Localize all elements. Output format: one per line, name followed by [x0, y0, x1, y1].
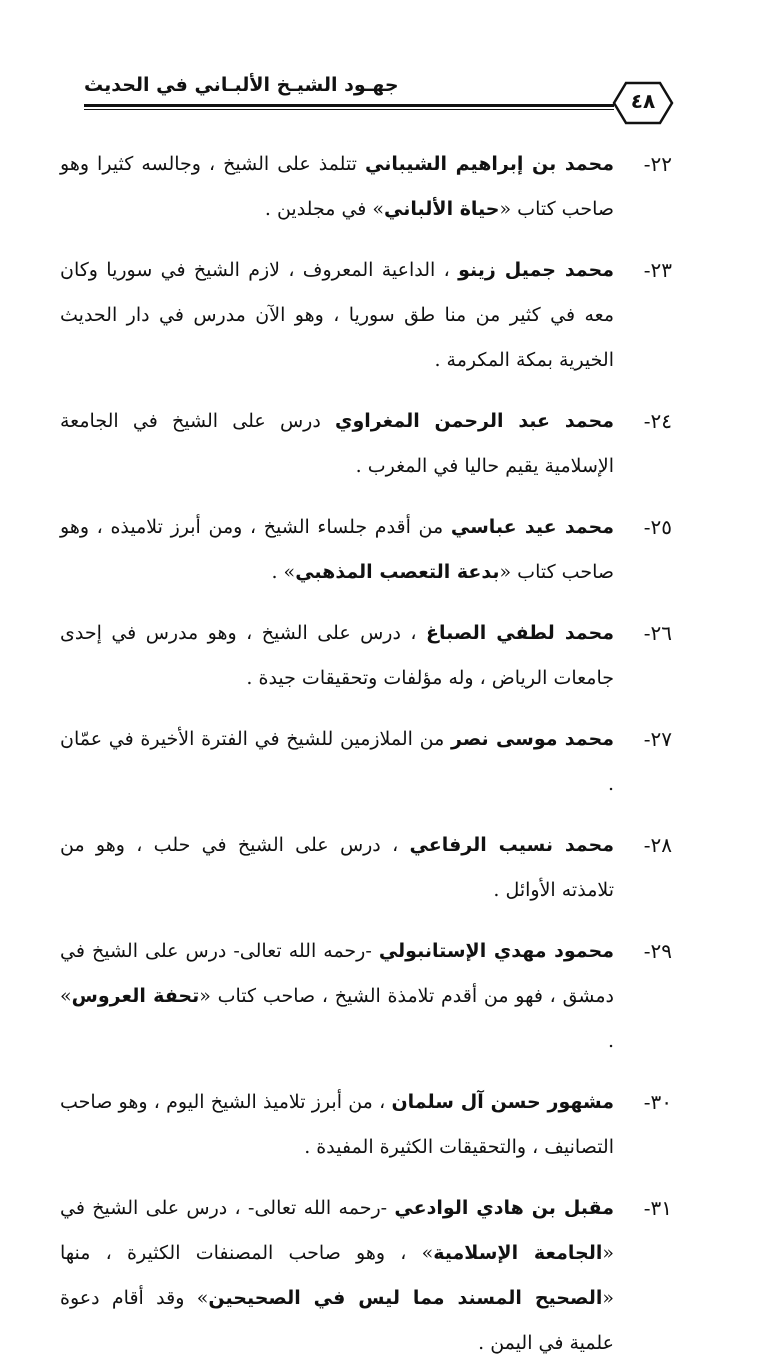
page-number-badge: [612, 80, 674, 126]
entry-number: ٣١-: [643, 1196, 672, 1220]
entry-number: ٢٦-: [643, 621, 672, 645]
entry-description: » .: [271, 561, 296, 583]
entry-name: حياة الألباني: [384, 198, 500, 220]
entry-description: تتلمذ على الشيخ ، وجالسه كثيرا وهو صاحب كتاب «: [60, 153, 614, 220]
entry-number: ٢٢-: [643, 152, 672, 176]
entry-name: محمد عبد الرحمن المغراوي: [335, 410, 615, 432]
entry-name: محمود مهدي الإستانبولي: [378, 940, 614, 962]
entry-description: ، الداعية المعروف ، لازم الشيخ في سوريا وكان معه في كثير من منا طق سوريا ، وهو الآن مدرس في دار الحديث الخيرية بمكة المكرمة .: [60, 259, 614, 371]
entry-description: ، من أبرز تلاميذ الشيخ اليوم ، وهو صاحب التصانيف ، والتحقيقات الكثيرة المفيدة .: [60, 1091, 614, 1158]
entry-name: مقبل بن هادي الوادعي: [394, 1197, 614, 1219]
entry-description: » وقد أقام دعوة علمية في اليمن .: [60, 1287, 614, 1354]
list-item: [60, 1186, 672, 1366]
entry-description: ، درس على الشيخ ، وهو مدرس في إحدى جامعات الرياض ، وله مؤلفات وتحقيقات جيدة .: [60, 622, 614, 689]
entry-name: بدعة التعصب المذهبي: [295, 561, 500, 583]
entry-text: [60, 823, 614, 913]
header-rule-thin: [84, 109, 614, 110]
list-item: [60, 399, 672, 489]
entry-name: محمد نسيب الرفاعي: [409, 834, 614, 856]
entry-description: من الملازمين للشيخ في الفترة الأخيرة في عمّان .: [60, 728, 614, 795]
entry-name: الصحيح المسند مما ليس في الصحيحين: [208, 1287, 603, 1309]
entry-list: [60, 142, 672, 1366]
entry-description: ، درس على الشيخ في حلب ، وهو من تلامذته الأوائل .: [60, 834, 614, 901]
entry-number: ٢٥-: [643, 515, 672, 539]
entry-text: [60, 929, 614, 1064]
entry-name: محمد موسى نصر: [451, 728, 614, 750]
entry-number: ٢٨-: [643, 833, 672, 857]
entry-description: » ، وهو صاحب المصنفات الكثيرة ، منها «: [60, 1242, 614, 1309]
entry-text: [60, 1186, 614, 1366]
entry-text: [60, 1080, 614, 1170]
entry-number: ٢٣-: [643, 258, 672, 282]
list-item: [60, 505, 672, 595]
entry-text: [60, 505, 614, 595]
list-item: [60, 1080, 672, 1170]
entry-text: [60, 717, 614, 807]
list-item: [60, 929, 672, 1064]
entry-number: ٣٠-: [643, 1090, 672, 1114]
entry-description: درس على الشيخ في الجامعة الإسلامية يقيم حاليا في المغرب .: [60, 410, 614, 477]
entry-text: [60, 399, 614, 489]
page-number: ٤٨: [630, 89, 656, 113]
list-item: [60, 717, 672, 807]
list-item: [60, 823, 672, 913]
entry-text: [60, 142, 614, 232]
running-header: [66, 70, 676, 126]
entry-description: » في مجلدين .: [264, 198, 385, 220]
running-header-title: جهـود الشيـخ الألبـاني في الحديث: [84, 74, 399, 96]
entry-description: -رحمه الله تعالى- درس على الشيخ في دمشق ، فهو من أقدم تلامذة الشيخ ، صاحب كتاب «: [60, 940, 614, 1007]
entry-number: ٢٩-: [643, 939, 672, 963]
entry-name: محمد جميل زينو: [458, 259, 614, 281]
entry-name: محمد عيد عباسي: [450, 516, 615, 538]
entry-name: تحفة العروس: [71, 985, 200, 1007]
entry-text: [60, 248, 614, 383]
entry-number: ٢٧-: [643, 727, 672, 751]
entry-number: ٢٤-: [643, 409, 672, 433]
entry-description: -رحمه الله تعالى- ، درس على الشيخ في «: [60, 1197, 614, 1264]
entry-name: محمد لطفي الصباغ: [425, 622, 614, 644]
header-rule: [84, 104, 614, 107]
list-item: [60, 611, 672, 701]
list-item: [60, 248, 672, 383]
entry-name: محمد بن إبراهيم الشيباني: [365, 153, 615, 175]
entry-description: » .: [60, 985, 614, 1052]
entry-description: من أقدم جلساء الشيخ ، ومن أبرز تلاميذه ، وهو صاحب كتاب «: [60, 516, 614, 583]
entry-name: الجامعة الإسلامية: [433, 1242, 603, 1264]
entry-text: [60, 611, 614, 701]
list-item: [60, 142, 672, 232]
entry-name: مشهور حسن آل سلمان: [391, 1091, 614, 1113]
